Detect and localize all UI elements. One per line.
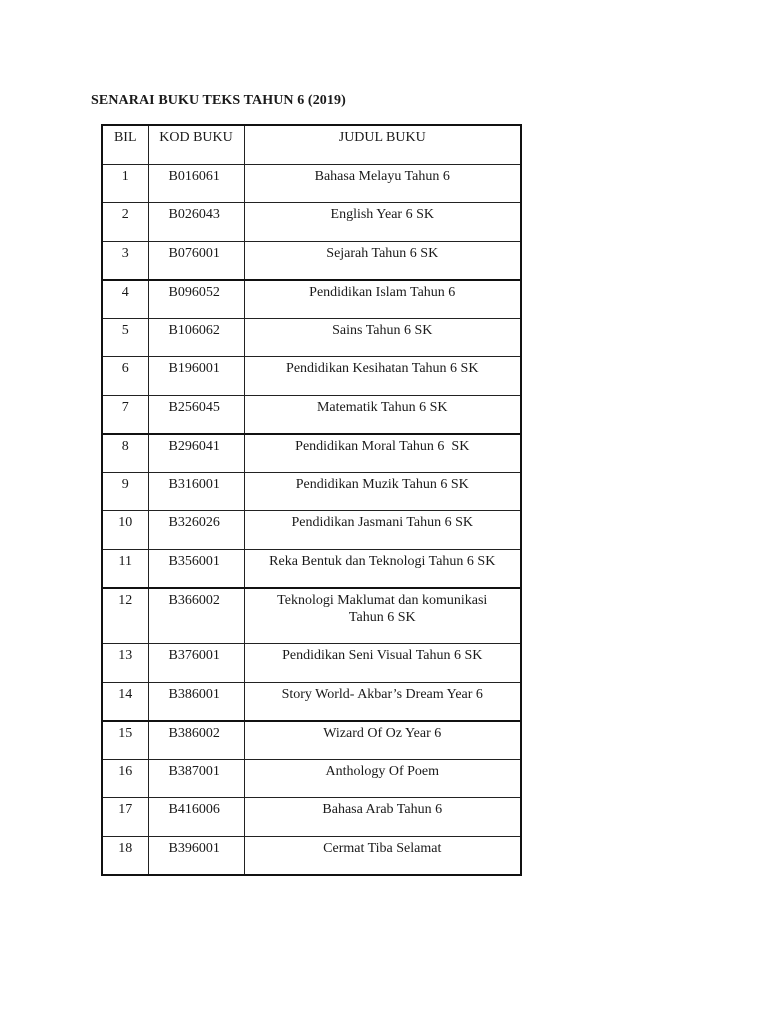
cell-bil: 5: [102, 318, 148, 357]
cell-kod-buku: B416006: [148, 798, 244, 837]
table-row: [102, 511, 521, 550]
column-header-kod-buku: KOD BUKU: [148, 125, 244, 164]
cell-bil: 17: [102, 798, 148, 837]
cell-judul-buku: Sejarah Tahun 6 SK: [244, 241, 521, 280]
cell-judul-buku: Pendidikan Moral Tahun 6 SK: [244, 434, 521, 473]
table-header-row: [102, 125, 521, 164]
cell-bil: 18: [102, 836, 148, 875]
cell-kod-buku: B256045: [148, 395, 244, 434]
table-row: [102, 280, 521, 319]
table-row: [102, 241, 521, 280]
table-row: [102, 836, 521, 875]
table-row: [102, 164, 521, 203]
cell-judul-buku: Pendidikan Seni Visual Tahun 6 SK: [244, 644, 521, 683]
cell-kod-buku: B016061: [148, 164, 244, 203]
table-row: [102, 357, 521, 396]
cell-judul-buku: Pendidikan Islam Tahun 6: [244, 280, 521, 319]
cell-judul-buku: Anthology Of Poem: [244, 759, 521, 798]
cell-bil: 9: [102, 472, 148, 511]
cell-kod-buku: B396001: [148, 836, 244, 875]
table-row: [102, 395, 521, 434]
cell-bil: 2: [102, 203, 148, 242]
table-row: [102, 549, 521, 588]
cell-kod-buku: B096052: [148, 280, 244, 319]
table-row: [102, 203, 521, 242]
cell-judul-buku: Pendidikan Muzik Tahun 6 SK: [244, 472, 521, 511]
table-body: [102, 164, 521, 875]
cell-bil: 11: [102, 549, 148, 588]
column-header-judul-buku: JUDUL BUKU: [244, 125, 521, 164]
cell-bil: 12: [102, 588, 148, 644]
cell-judul-buku: Pendidikan Kesihatan Tahun 6 SK: [244, 357, 521, 396]
cell-bil: 10: [102, 511, 148, 550]
table-row: [102, 644, 521, 683]
cell-kod-buku: B387001: [148, 759, 244, 798]
table-row: [102, 721, 521, 760]
table-row: [102, 434, 521, 473]
page-title: SENARAI BUKU TEKS TAHUN 6 (2019): [91, 93, 346, 108]
cell-judul-buku: Matematik Tahun 6 SK: [244, 395, 521, 434]
cell-bil: 8: [102, 434, 148, 473]
cell-bil: 6: [102, 357, 148, 396]
table-row: [102, 588, 521, 644]
cell-judul-buku: Wizard Of Oz Year 6: [244, 721, 521, 760]
cell-bil: 4: [102, 280, 148, 319]
cell-bil: 14: [102, 682, 148, 721]
table-row: [102, 798, 521, 837]
cell-judul-buku: English Year 6 SK: [244, 203, 521, 242]
cell-judul-buku: Reka Bentuk dan Teknologi Tahun 6 SK: [244, 549, 521, 588]
cell-bil: 1: [102, 164, 148, 203]
cell-kod-buku: B296041: [148, 434, 244, 473]
table-row: [102, 472, 521, 511]
cell-judul-buku: Pendidikan Jasmani Tahun 6 SK: [244, 511, 521, 550]
cell-judul-buku: Teknologi Maklumat dan komunikasi Tahun 6 SK: [244, 588, 521, 644]
cell-judul-buku: Sains Tahun 6 SK: [244, 318, 521, 357]
book-list-table: [101, 124, 522, 876]
cell-kod-buku: B076001: [148, 241, 244, 280]
cell-judul-buku: Bahasa Arab Tahun 6: [244, 798, 521, 837]
cell-bil: 13: [102, 644, 148, 683]
table-row: [102, 318, 521, 357]
cell-bil: 3: [102, 241, 148, 280]
cell-kod-buku: B386001: [148, 682, 244, 721]
cell-judul-buku: Story World- Akbar’s Dream Year 6: [244, 682, 521, 721]
table-row: [102, 682, 521, 721]
cell-bil: 16: [102, 759, 148, 798]
cell-kod-buku: B316001: [148, 472, 244, 511]
cell-judul-buku: Cermat Tiba Selamat: [244, 836, 521, 875]
column-header-bil: BIL: [102, 125, 148, 164]
table-row: [102, 759, 521, 798]
cell-bil: 7: [102, 395, 148, 434]
cell-kod-buku: B026043: [148, 203, 244, 242]
cell-kod-buku: B326026: [148, 511, 244, 550]
cell-kod-buku: B196001: [148, 357, 244, 396]
cell-judul-buku: Bahasa Melayu Tahun 6: [244, 164, 521, 203]
cell-bil: 15: [102, 721, 148, 760]
cell-kod-buku: B386002: [148, 721, 244, 760]
cell-kod-buku: B356001: [148, 549, 244, 588]
cell-kod-buku: B376001: [148, 644, 244, 683]
cell-kod-buku: B106062: [148, 318, 244, 357]
cell-kod-buku: B366002: [148, 588, 244, 644]
